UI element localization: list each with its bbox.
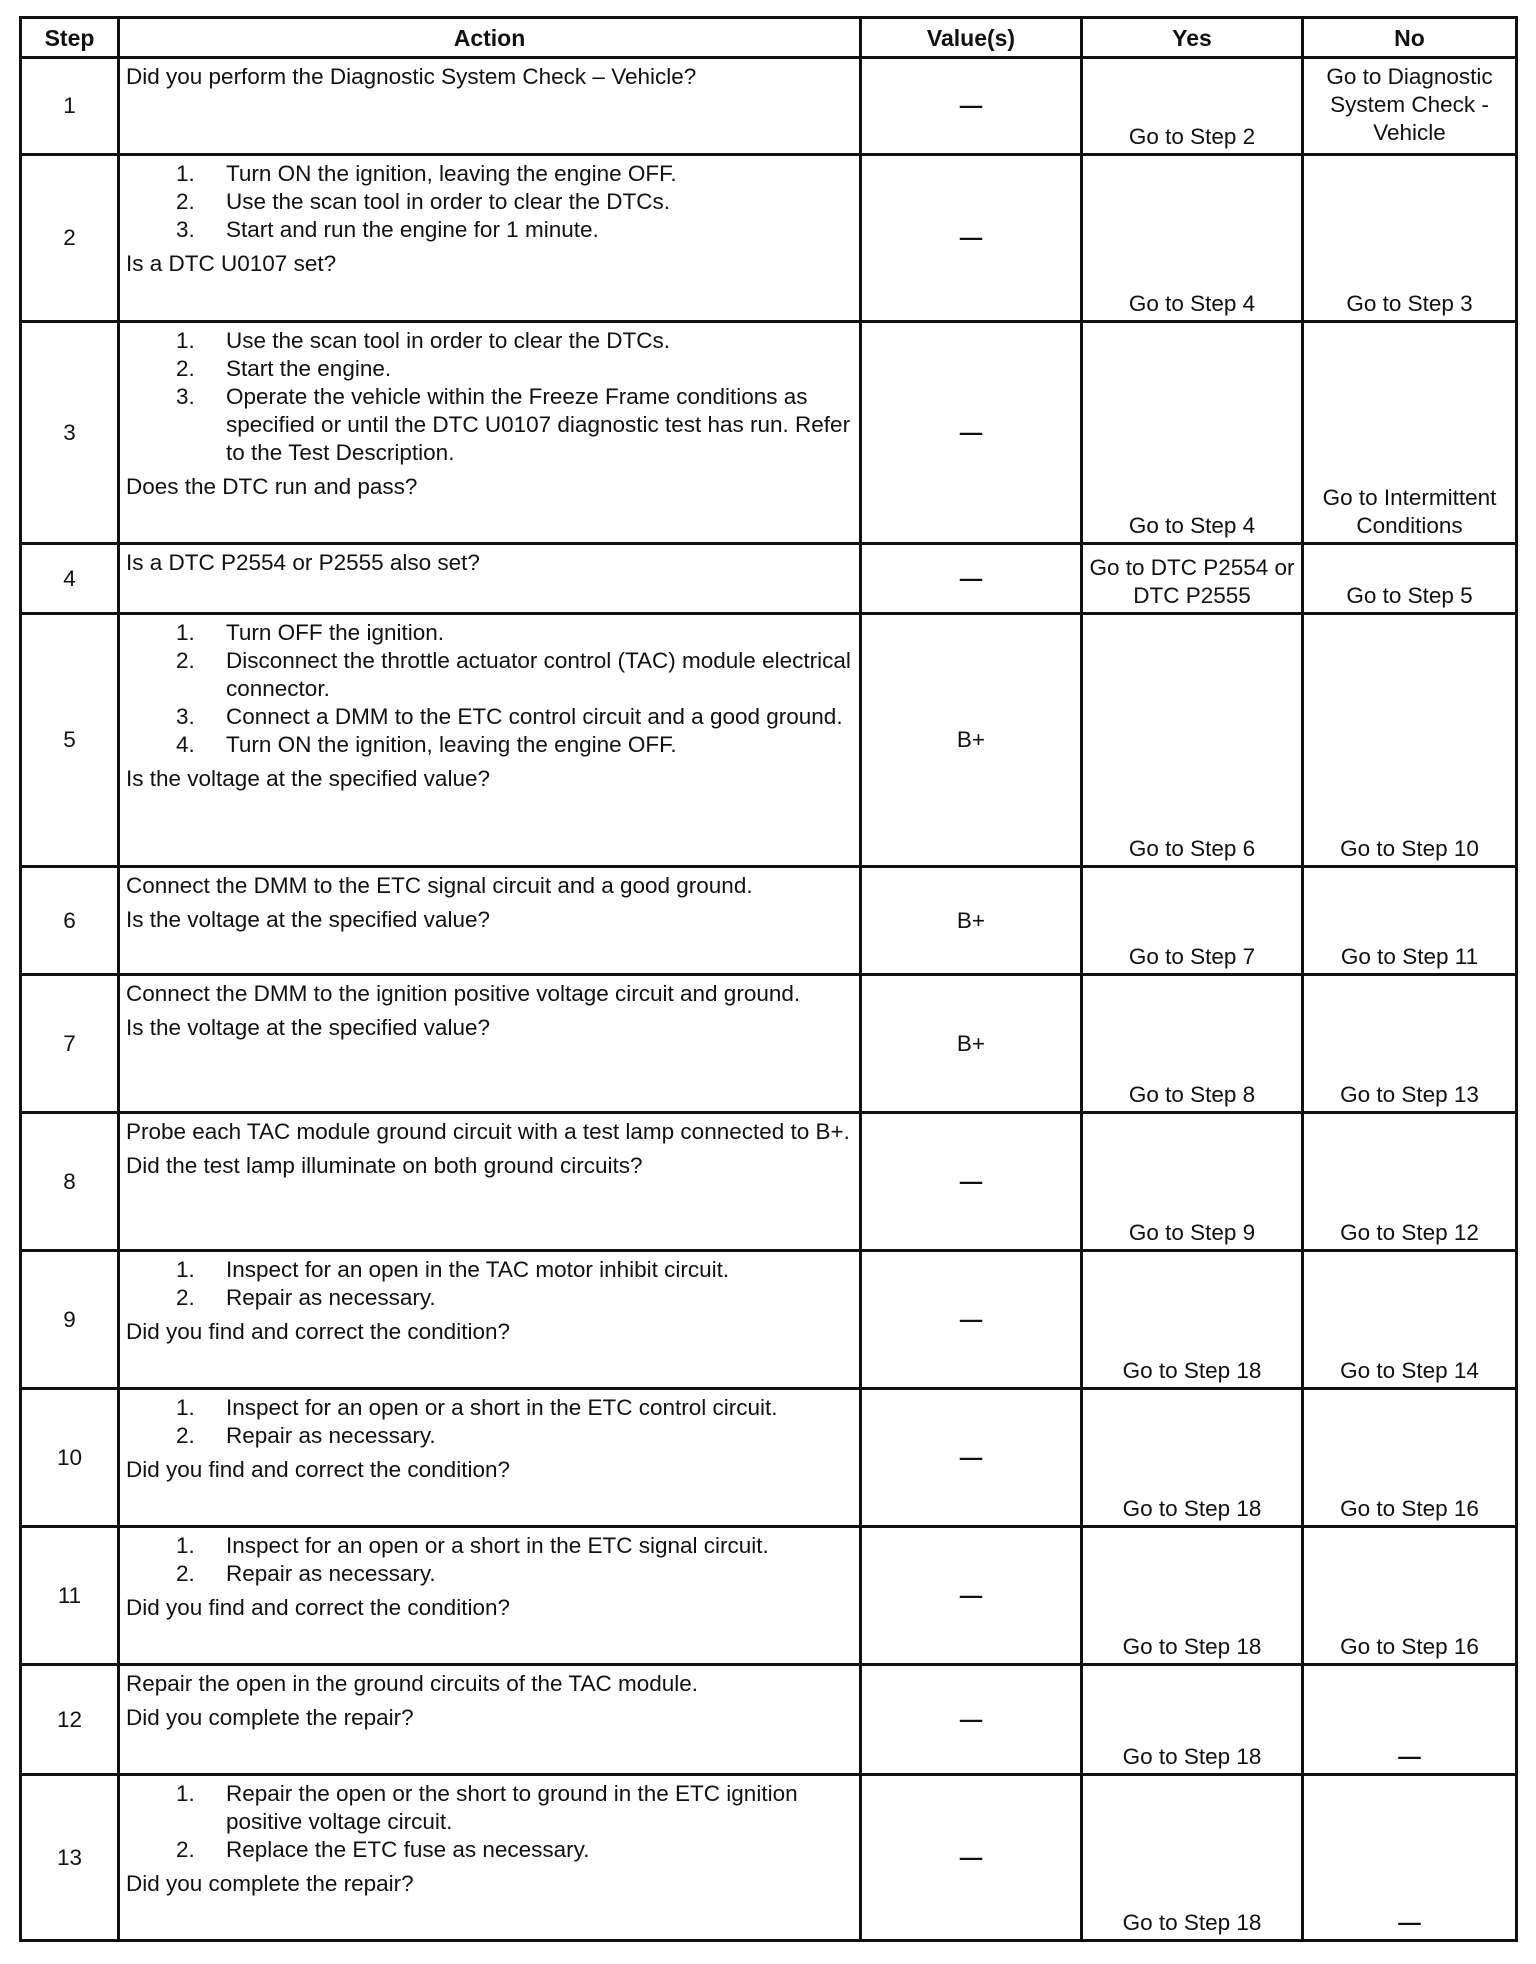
action-step: 2. Repair as necessary. [176,1561,436,1586]
no-link[interactable]: Go to Step 3 [1303,155,1517,322]
action-cell [119,1665,861,1775]
value-cell [861,322,1082,544]
action-question: Did the test lamp illuminate on both ground circuits? [126,1153,643,1178]
value-cell [861,1113,1082,1251]
no-link: — [1303,1775,1517,1941]
no-link[interactable]: Go to Diagnostic System Check - Vehicle [1303,58,1517,155]
value-cell [861,1527,1082,1665]
action-step: 2. Repair as necessary. [176,1423,436,1448]
value-text: B+ [956,727,986,752]
step-number: 7 [21,975,119,1113]
table-row [21,975,1517,1113]
action-cell [119,544,861,614]
action-step: 2. Replace the ETC fuse as necessary. [176,1837,590,1862]
yes-link[interactable]: Go to Step 6 [1082,614,1303,867]
action-text: Is a DTC P2554 or P2555 also set? [126,550,480,575]
action-question: Does the DTC run and pass? [126,474,418,499]
yes-link[interactable]: Go to Step 4 [1082,322,1303,544]
no-link[interactable]: Go to Step 13 [1303,975,1517,1113]
value-cell [861,155,1082,322]
value-text: — [959,1444,983,1470]
yes-link[interactable]: Go to Step 18 [1082,1251,1303,1389]
action-cell [119,1113,861,1251]
step-number: 12 [21,1665,119,1775]
action-cell [119,1527,861,1665]
value-cell [861,58,1082,155]
header-values: Value(s) [861,18,1082,58]
table-row [21,1775,1517,1941]
header-no: No [1303,18,1517,58]
action-text: Connect the DMM to the ignition positive voltage circuit and ground. [126,981,801,1006]
action-step: 3. Start and run the engine for 1 minute. [176,217,599,242]
table-row [21,322,1517,544]
action-cell [119,614,861,867]
action-question: Is the voltage at the specified value? [126,766,490,791]
action-step-list [126,619,853,759]
table-row [21,1389,1517,1527]
header-step: Step [21,18,119,58]
no-link[interactable]: Go to Step 10 [1303,614,1517,867]
action-step: 1. Turn ON the ignition, leaving the engine OFF. [176,161,677,186]
value-cell [861,1665,1082,1775]
step-number: 8 [21,1113,119,1251]
yes-link[interactable]: Go to Step 8 [1082,975,1303,1113]
header-action: Action [119,18,861,58]
yes-link[interactable]: Go to Step 9 [1082,1113,1303,1251]
value-text: B+ [956,1030,986,1056]
action-step: 2. Use the scan tool in order to clear the DTCs. [176,189,670,214]
no-link: — [1303,1665,1517,1775]
action-text: Did you perform the Diagnostic System Check – Vehicle? [126,64,697,89]
action-question: Did you find and correct the condition? [126,1595,510,1620]
action-step-list [126,1256,853,1312]
value-cell [861,975,1082,1113]
yes-link[interactable]: Go to Step 18 [1082,1775,1303,1941]
yes-link[interactable]: Go to Step 2 [1082,58,1303,155]
action-step-list [126,160,853,244]
no-link[interactable]: Go to Step 5 [1303,544,1517,614]
step-number: 1 [21,58,119,155]
step-number: 2 [21,155,119,322]
action-step: 1. Turn OFF the ignition. [176,620,445,645]
value-text: — [959,93,983,118]
action-cell [119,1251,861,1389]
action-step: 3. Operate the vehicle within the Freeze Frame conditions as specified or until the DTC U0107 diagnostic test has run. Refer to the Test Description. [176,384,851,465]
yes-link[interactable]: Go to Step 18 [1082,1389,1303,1527]
value-cell [861,1251,1082,1389]
yes-link[interactable]: Go to DTC P2554 or DTC P2555 [1082,544,1303,614]
table-row [21,1527,1517,1665]
diagnostic-table [19,16,1518,1942]
action-step: 2. Disconnect the throttle actuator control (TAC) module electrical connector. [176,648,851,701]
action-cell [119,867,861,975]
value-text: — [959,1168,983,1194]
value-text: — [959,225,983,250]
table-row [21,1251,1517,1389]
step-number: 13 [21,1775,119,1941]
action-step: 4. Turn ON the ignition, leaving the engine OFF. [176,732,677,757]
value-cell [861,614,1082,867]
action-step: 3. Connect a DMM to the ETC control circuit and a good ground. [176,704,843,729]
action-cell [119,155,861,322]
action-step-list [126,1780,853,1864]
table-row [21,1113,1517,1251]
header-yes: Yes [1082,18,1303,58]
yes-link[interactable]: Go to Step 4 [1082,155,1303,322]
step-number: 3 [21,322,119,544]
action-text: Repair the open in the ground circuits of the TAC module. [126,1671,698,1696]
no-link[interactable]: Go to Step 16 [1303,1389,1517,1527]
value-text: — [959,419,983,445]
action-step-list [126,1394,853,1450]
no-link[interactable]: Go to Step 12 [1303,1113,1517,1251]
action-question: Is a DTC U0107 set? [126,251,337,276]
yes-link[interactable]: Go to Step 7 [1082,867,1303,975]
header-row [21,18,1517,58]
step-number: 11 [21,1527,119,1665]
action-step: 1. Use the scan tool in order to clear the DTCs. [176,328,670,353]
table-row [21,58,1517,155]
action-question: Did you complete the repair? [126,1871,414,1896]
step-number: 4 [21,544,119,614]
action-text: Probe each TAC module ground circuit with a test lamp connected to B+. [126,1119,850,1144]
action-question: Did you find and correct the condition? [126,1319,510,1344]
value-text: — [959,1844,983,1870]
action-cell [119,322,861,544]
action-step: 1. Repair the open or the short to ground in the ETC ignition positive voltage circuit. [176,1781,798,1834]
action-question: Is the voltage at the specified value? [126,907,490,932]
value-text: — [959,1706,983,1732]
action-cell [119,58,861,155]
action-step: 1. Inspect for an open in the TAC motor inhibit circuit. [176,1257,730,1282]
action-step: 1. Inspect for an open or a short in the ETC signal circuit. [176,1533,769,1558]
value-cell [861,544,1082,614]
step-number: 9 [21,1251,119,1389]
action-step-list [126,327,853,467]
action-step-list [126,1532,853,1588]
value-cell [861,1389,1082,1527]
yes-link[interactable]: Go to Step 18 [1082,1665,1303,1775]
table-row [21,1665,1517,1775]
value-cell [861,867,1082,975]
no-link[interactable]: Go to Intermittent Conditions [1303,322,1517,544]
action-question: Did you complete the repair? [126,1705,414,1730]
no-link[interactable]: Go to Step 16 [1303,1527,1517,1665]
action-text: Connect the DMM to the ETC signal circuit and a good ground. [126,873,753,898]
step-number: 10 [21,1389,119,1527]
no-link[interactable]: Go to Step 11 [1303,867,1517,975]
action-step: 2. Start the engine. [176,356,392,381]
value-text: — [959,1582,983,1608]
action-cell [119,1389,861,1527]
step-number: 6 [21,867,119,975]
table-row [21,155,1517,322]
action-step: 2. Repair as necessary. [176,1285,436,1310]
action-cell [119,975,861,1113]
value-text: — [959,1306,983,1332]
action-question: Is the voltage at the specified value? [126,1015,490,1040]
value-text: — [959,565,983,591]
action-step: 1. Inspect for an open or a short in the ETC control circuit. [176,1395,778,1420]
value-text: B+ [956,907,986,933]
yes-link[interactable]: Go to Step 18 [1082,1527,1303,1665]
value-cell [861,1775,1082,1941]
action-question: Did you find and correct the condition? [126,1457,510,1482]
table-row [21,614,1517,867]
table-row [21,544,1517,614]
no-link[interactable]: Go to Step 14 [1303,1251,1517,1389]
step-number: 5 [21,614,119,867]
table-row [21,867,1517,975]
action-cell [119,1775,861,1941]
